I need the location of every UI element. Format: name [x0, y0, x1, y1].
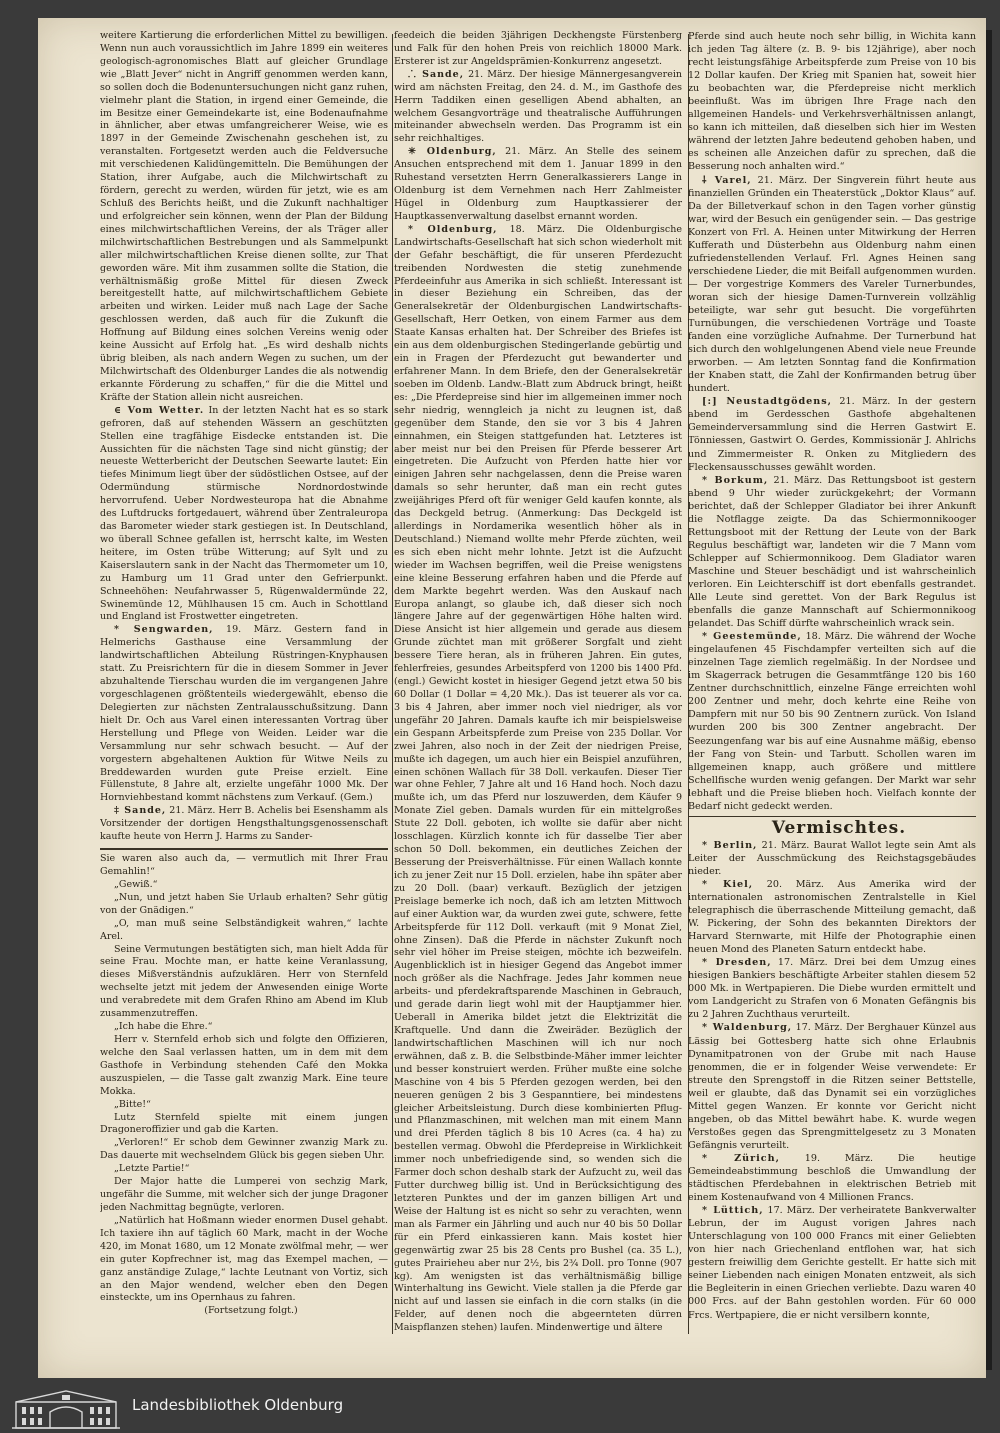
article-heading: * Waldenburg, — [702, 1022, 793, 1034]
article-text: 21. März. Baurat Wallot legte sein Amt als Leiter der Ausschmückung des Reichstagsgebäudes nieder. — [688, 839, 976, 877]
column-3 — [688, 30, 976, 1340]
article-luettich — [688, 1204, 976, 1321]
feuilleton-paragraph: „Natürlich hat Hoßmann wieder enormen Dusel gehabt. Ich taxiere ihn auf täglich 60 Mark, macht in der Woche 420, im Monat 1680, um 12 Monate zwölfmal mehr, — wer ein guter Kopfrechner ist, mag das Exempel machen, — ganz anständige Zulage,“ lachte Leutnant von Vortiz, sich an den Major wendend, welcher eben den Degen einsteckte, um ins Opernhaus zu fahren. — [100, 1214, 388, 1304]
article-waldenburg — [688, 1021, 976, 1151]
article-borkum — [688, 474, 976, 631]
article-heading: * Zürich, — [702, 1152, 780, 1164]
article-text: 19. März. Gestern fand in Helmerichs Gasthause eine Versammlung der landwirtschaftlichen Abteilung Rüstringen-Knyphausen statt. Zu Preisrichtern für die in diesem Sommer in Jever abzuhaltende Tierschau wurden die im vergangenen Jahre vorgeschlagenen größtenteils wiedergewählt, ebenso die Delegierten zur nächsten Zentralausschußsitzung. Dann hielt Dr. Och aus Varel einen interessanten Vortrag über Herstellung und Pflege von Weiden. Leider war die Versammlung nur sehr schwach besucht. — Auf der vorgestern abgehaltenen Auktion für Witwe Neils zu Breddewarden wurden gute Preise erzielt. Eine Füllenstute, 8 Jahre alt, erzielte ungefähr 1000 Mk. Der Hornviehbestand kommt nächstens zum Verkauf. (Gem.) — [100, 624, 388, 804]
feuilleton-paragraph: „Nun, und jetzt haben Sie Urlaub erhalten? Sehr gütig von der Gnädigen.“ — [100, 891, 388, 916]
article-heading: * Geestemünde, — [702, 631, 802, 643]
article-berlin — [688, 839, 976, 878]
article-heading: * Oldenburg, — [408, 223, 498, 235]
article-text: 21. März. Das Rettungsboot ist gestern abend 9 Uhr wieder zurückgekehrt; der Vormann berichtet, daß der Schlepper Gladiator bei ihrer Ankunft die Notflagge zeigte. Da das Schiermonnikooger Rettungsboot mit der Rettung der Leute von der Bark Regulus beschäftigt war, landeten wir die 7 Mann vom Schlepper auf Schiermonnikoog. Dem Gladiator waren Maschine und Steuer beschädigt und ist wahrscheinlich verloren. Ein Leichterschiff ist dort ebenfalls gestrandet. Alle Leute sind gerettet. Von der Bark Regulus ist ebenfalls die ganze Mannschaft auf Schiermonnikoog gelandet. Das Schiff dürfte wahrscheinlich wrack sein. — [688, 474, 976, 630]
feuilleton-paragraph: „Ich habe die Ehre.“ — [114, 1021, 213, 1033]
article-heading: ⸫ Sande, — [408, 68, 465, 80]
article-heading: * Borkum, — [702, 474, 769, 486]
article-zuerich — [688, 1152, 976, 1204]
feuilleton-paragraph: „Letzte Partie!“ — [114, 1163, 190, 1175]
column-1 — [100, 30, 388, 1340]
article-heading: ∈ Vom Wetter. — [114, 404, 205, 416]
article-text: 18. März. Die Oldenburgische Landwirtschafts-Gesellschaft hat sich schon wiederholt mit der Gefahr beschäftigt, die für unseren Pferdezucht treibenden Nordwesten die stetig zunehmende Pferdeeinfuhr aus Amerika in sich schließt. Interessant ist in dieser Beziehung ein Schreiben, das der Generalsekretär der Oldenburgischen Landwirtschafts-Gesellschaft, Herr Oetken, von einem Farmer aus dem Staate Kansas erhalten hat. Der Schreiber des Briefes ist ein aus dem oldenburgischen Stedingerlande gebürtig und ein in Fragen der Pferdezucht gut bewanderter und erfahrener Mann. In dem Briefe, den der Generalsekretär soeben im Oldenb. Landw.-Blatt zum Abdruck bringt, heißt es: „Die Pferdepreise sind hier im allgemeinen immer noch sehr niedrig, wenngleich ja nicht zu leugnen ist, daß gegenüber dem Stande, den sie vor 3 bis 4 Jahren einnahmen, ein Steigen stattgefunden hat. Letzteres ist aber meist nur bei den Preisen für Pferde besserer Art eingetreten. Die Aufzucht von Pferden hatte hier vor einigen Jahren sehr nachgelassen, denn die Preise waren damals so sehr herunter, daß man ein recht gutes zweijähriges Pferd oft für weniger Geld kaufen konnte, als das Deckgeld betrug. (Anmerkung: Das Deckgeld ist allerdings in Nordamerika wesentlich höher als in Deutschland.) Niemand wollte mehr Pferde züchten, weil es sich eben nicht mehr lohnte. Jetzt ist die Aufzucht wieder im Wachsen begriffen, weil die Preise wenigstens eine kleine Besserung erfahren haben und die Pferde auf dem Markte begehrt werden. Was den Auskauf nach Europa anlangt, so glaube ich, daß dieser sich noch längere Jahre auf der gegenwärtigen Höhe halten wird. Diese Ansicht ist hier allgemein und gerade aus diesem Grunde züchtet man mit größerer Sorgfalt und zieht bessere Tiere heran, als in früheren Jahren. Ein gutes, fehlerfreies, gesundes Arbeitspferd von 1200 bis 1400 Pfd. (engl.) Gewicht kostet in hiesiger Gegend jetzt etwa 50 bis 60 Dollar (1 Dollar = 4,20 Mk.). Das ist teuerer als vor ca. 3 bis 4 Jahren, aber immer noch viel niedriger, als vor ungefähr 20 Jahren. Damals kaufte ich mir beispielsweise ein Gespann Arbeitspferde zum Preise von 235 Dollar. Vor zwei Jahren, also noch in der Zeit der niedrigen Preise, mußte ich dagegen, um auch hier ein Beispiel anzuführen, einen schönen Wallach für 38 Doll. verkaufen. Dieser Tier war ohne Fehler, 7 Jahre alt und 16 Hand hoch. Noch dazu mußte ich, um das Pferd nur loszuwerden, dem Käufer 9 Monate Ziel geben. Damals wurden für ein mittelgroßes Stute 22 Doll. geboten, ich wollte sie dafür aber nicht losschlagen. Kürzlich konnte ich für dasselbe Tier aber schon 50 Doll. bekommen, ein deutliches Zeichen der Besserung der Preisverhältnisse. Für einen Wallach konnte ich zu jener Zeit nur 15 Doll. erzielen, habe ihn später aber zu 20 Doll. (baar) verkauft. Bezüglich der jetzigen Preislage bemerke ich noch, daß ich am letzten Mittwoch auf einer Auktion war, da wurden zwei gute, schwere, fette Arbeitspferde für 112 Doll. verkauft (mit 9 Monat Ziel, ohne Zinsen). Daß die Pferde in nächster Zukunft noch sehr viel höher im Preise steigen, möchte ich bezweifeln. Augenblicklich ist in hiesiger Gegend das Angebot immer noch größer als die Nachfrage. Jedes Jahr kommen neue arbeits- und pferdekraftsparende Maschinen in Gebrauch, und gerade darin liegt wohl mit der Hauptjammer hier. Ueberall in Amerika bildet jetzt die Elektrizität die Kraftquelle. Und dann die Zweiräder. Bezüglich der landwirtschaftlichen Maschinen will ich nur noch erwähnen, daß z. B. die Selbstbinde-Mäher immer leichter und besser konstruiert werden. Früher mußte eine solche Maschine von 4 bis 5 Pferden gezogen werden, bei den neueren genügen 2 bis 3 Gespanntiere, bei mindestens gleicher Arbeitsleistung. Durch diese kombinierten Pflug- und Pflanzmaschinen, mit welchen man mit einem Mann und drei Pferden täglich 8 bis 10 Acres (ca. 4 ha) zu bestellen vermag. Obwohl die Pferdepreise in Wirklichkeit immer noch unbefriedigende sind, so wenden sich die Farmer doch schon deshalb stark der Aufzucht zu, weil das Futter durchweg billig ist. Und in Berücksichtigung des letzteren Punktes und der im ganzen billigen Art und Weise der Haltung ist es nicht so sehr zu verachten, wenn man als Farmer ein Jährling und auch nur 40 bis 50 Dollar für ein Pferd einkassieren kann. Mais kostet hier gegenwärtig zwar 25 bis 28 Cents pro Bushel (ca. 35 L.), gutes Prairieheu aber nur 2½, bis 2¾ Doll. pro Tonne (907 kg). Am wenigsten ist das verhältnismäßig billige Winterhaltung ins Gewicht. Viele stallen ja die Pferde gar nicht auf und lassen sie einfach in die corn stalks (in die Felder, auf denen noch die abgeernteten dürren Maispflanzen stehen) laufen. Mindenwertige und ältere — [394, 223, 682, 1334]
article-text: 21. März. Der Singverein führt heute aus finanziellen Gründen ein Theaterstück „Doktor Klaus“ auf. Da der Billetverkauf schon in den Tagen vorher günstig war, wird der Besuch ein genügender sein. — Das gestrige Konzert von Frl. A. Heinen unter Mitwirkung der Herren Kufferath und Düsterbehn aus Oldenburg nahm einen zufriedenstellenden Verlauf. Frl. Agnes Heinen sang verschiedene Lieder, die mit Beifall aufgenommen wurden. — Der vorgestrige Kommers des Vareler Turnerbundes, woran sich der hiesige Damen-Turnverein vollzählig beteiligte, war sehr gut besucht. Die vorgeführten Turnübungen, die verschiedenen Vorträge und Toaste fanden eine vorzügliche Aufnahme. Der Turnerbund hat sich durch den wohlgelungenen Abend viele neue Freunde erworben. — Am letzten Sonntag fand die Konfirmation der Knaben statt, die Zahl der Konfirmanden betrug über hundert. — [688, 174, 976, 395]
article-oldenburg — [394, 146, 682, 224]
article-heading: ⸸ Varel, — [702, 174, 752, 186]
continuation-note: (Fortsetzung folgt.) — [204, 1305, 298, 1317]
library-building-logo-icon — [10, 1388, 122, 1430]
article-dresden — [688, 956, 976, 1021]
section-title: Vermischtes. — [771, 817, 907, 838]
feuilleton-paragraph: „O, man muß seine Selbständigkeit wahren,“ lachte Arel. — [100, 917, 388, 942]
article-text: feedeich die beiden 3jährigen Deckhengste Fürstenberg und Falk für den hohen Preis von reichlich 18000 Mark. Ersterer ist zur Angeldsprämien-Konkurrenz angesetzt. — [394, 30, 682, 67]
article-heading: * Lüttich, — [702, 1205, 764, 1217]
article-oldenburg — [394, 224, 682, 1335]
article-heading: [:] Neustadtgödens, — [702, 396, 832, 408]
column-divider — [392, 34, 393, 1334]
article-heading: * Dresden, — [702, 957, 772, 969]
article-geestemuende — [688, 630, 976, 813]
article-text: 17. März. Der Berghauer Künzel aus Lässig bei Gottesberg hatte sich ohne Erlaubnis Dynamitpatronen von der Grube mit nach Hause genommen, die er in folgender Weise verwendete: Er streute den Sprengstoff in die Ritzen seiner Bettstelle, weil er glaubte, daß das Dynamit sei ein vorzügliches Mittel gegen Wanzen. Er konnte vor Gericht nicht angeben, ob das Mittel bewährt habe. K. wurde wegen Verstoßes gegen das Sprengmittelgesetz zu 3 Monaten Gefängnis verurteilt. — [688, 1022, 976, 1151]
article-heading: ‡ Sande, — [114, 805, 167, 817]
article-text: weitere Kartierung die erforderlichen Mittel zu bewilligen. Wenn nun auch voraussichtlich im Jahre 1899 ein weiteres geologisch-agronomisches Blatt auf gleicher Grundlage wie „Blatt Jever“ nicht in Angriff genommen werden kann, so sollen doch die Bodenuntersuchungen nicht ganz ruhen, vielmehr plant die Station, in irgend einer Gemeinde, die im Besitze einer Gemeindekarte ist, eine Bodenaufnahme in ähnlicher, aber etwas umfangreicherer Weise, wie es 1897 in der Gemeinde Zwischenahn geschehen ist, zu veranstalten. Fortgesetzt werden auch die Feldversuche mit verschiedenen Kalidüngemitteln. Die Bemühungen der Station, ihrer Aufgabe, auch die Milchwirtschaft zu fördern, gerecht zu werden, würden für jetzt, wie es am Schluß des Berichts heißt, und die Zukunft nachhaltiger und erfolgreicher sein können, wenn der Plan der Bildung eines milchwirtschaftlichen Vereins, der als Träger aller milchwirtschaftlichen Bestrebungen und als Sammelpunkt aller milchwirtschaftlichen Kreise dienen sollte, zur That geworden wäre. Mit ihm zusammen sollte die Station, die verhältnismäßig große Mittel für diesen Zweck bereitgestellt hatte, auf milchwirtschaftlichem Gebiete arbeiten und wirken. Leider muß nach Lage der Sache geschlossen werden, daß auch für die Zukunft die Hoffnung auf Bildung eines solchen Vereins wenig oder keine Aussicht auf Erfolg hat. „Es wird deshalb nichts übrig bleiben, als nach andern Wegen zu suchen, um der Milchwirtschaft des Oldenburger Landes die als notwendig erkannte Förderung zu schaffen,“ für die die Mittel und Kräfte der Station allein nicht ausreichen. — [100, 30, 388, 403]
article-sande — [394, 69, 682, 147]
page-edge-shadow — [986, 30, 992, 1370]
article-varel — [688, 174, 976, 396]
article-text: 17. März. Der verheiratete Bankverwalter Lebrun, der im August vorigen Jahres nach Unterschlagung von 100 000 Francs mit einer Geliebten von hier nach Griechenland entflohen war, hat sich gestern freiwillig dem Gerichte gestellt. Er hatte sich mit seiner Liebenden nach einigen Monaten entzweit, als sich die Begleiterin in einen Griechen verliebte. Dazu waren 40 000 Frcs. auf der Bahn gestohlen worden. Für 60 000 Frcs. Wertpapiere, die er nicht versilbern konnte, — [688, 1205, 976, 1321]
feuilleton-paragraph: Seine Vermutungen bestätigten sich, man hielt Adda für seine Frau. Mochte man, er hatte keine Veranlassung, dieses Mißverständnis aufzuklären. Herr von Sternfeld wechselte jetzt mit jedem der Anwesenden einige Worte und verabredete mit dem Grafen Rhino am Abend im Klub zusammenzutreffen. — [100, 943, 388, 1020]
feuilleton-paragraph: Sie waren also auch da, — vermutlich mit Ihrer Frau Gemahlin!“ — [100, 853, 388, 877]
article-neustadtgoedens — [688, 395, 976, 473]
article-text: Pferde sind auch heute noch sehr billig, in Wichita kann ich jeden Tag ältere (z. B. 9- bis 12jährige), aber noch recht leistungsfähige Arbeitspferde zum Preise von 10 bis 12 Dollar kaufen. Der Krieg mit Spanien hat, soweit hier zu beobachten war, die Pferdepreise nicht merklich beeinflußt. Was im übrigen Ihre Frage nach den allgemeinen Handels- und Verkehrsverhältnissen anlangt, so kann ich mitteilen, daß dieselben sich hier im Westen während der letzten Jahre bedeutend gehoben haben, und es scheinen alle Anzeichen dafür zu sprechen, daß die Besserung noch anhalten wird.“ — [688, 31, 976, 173]
feuilleton-paragraph: „Gewiß.“ — [114, 878, 158, 890]
article-text: In der letzten Nacht hat es so stark gefroren, daß auf stehenden Wässern an geschützten Stellen eine tragfähige Eisdecke entstanden ist. Die Aussichten für die nächsten Tage sind nicht günstig; der neueste Wetterbericht der Deutschen Seewarte lautet: Ein tiefes Minimum liegt über der südöstlichen Ostsee, auf der Odermündung stürmische Nordnordostwinde hervorrufend. Ueber Nordwesteuropa hat die Abnahme des Luftdrucks fortgedauert, während über Zentraleuropa das Barometer wieder stark gestiegen ist. In Deutschland, wo überall Schnee gefallen ist, herrscht kalte, im Westen heitere, im Osten trübe Witterung; auf Sylt und zu Kaiserslautern sank in der Nacht das Thermometer um 10, zu Hamburg um 11 Grad unter den Gefrierpunkt. Schneehöhen: Neufahrwasser 5, Rügenwaldermünde 22, Swinemünde 12, Mühlhausen 15 cm. Auch in Schottland und England ist Frostwetter eingetreten. — [100, 404, 388, 623]
article-heading: * Sengwarden, — [114, 624, 214, 636]
article-text: 18. März. Die während der Woche eingelaufenen 45 Fischdampfer verteilten sich auf die einzelnen Tage ziemlich regelmäßig. In der Nordsee und im Skagerrack betrugen die Gesammtfänge 120 bis 160 Zentner durchschnittlich, einzelne Fänge erreichten wohl 200 Zentner und mehr, doch kehrte eine Reihe von Dampfern mit nur 50 bis 90 Zentnern zurück. Von Island wurden 200 bis 300 Zentner angebracht. Der Seezungenfang war bis auf eine Ausnahme mäßig, ebenso der Fang von Stein- und Tarbutt. Schollen waren im allgemeinen knapp, auch größere und mittlere Schellfische wurden wenig gefangen. Der Markt war sehr lebhaft und die Preise blieben hoch. Vielfach konnte der Bedarf nicht gedeckt werden. — [688, 631, 976, 812]
feuilleton-paragraph: „Verloren!“ Er schob dem Gewinner zwanzig Mark zu. Das dauerte mit wechselndem Glück bis gegen sieben Uhr. — [100, 1137, 388, 1162]
feuilleton-paragraph: „Bitte!“ — [114, 1098, 151, 1110]
footer-bar — [0, 1380, 1000, 1433]
article-text: 19. März. Die heutige Gemeindeabstimmung beschloß die Umwandlung der städtischen Pferdebahnen in elektrischen Betrieb mit einem Kostenaufwand von 4 Millionen Francs. — [688, 1152, 976, 1204]
article-text: 20. März. Aus Amerika wird der internationalen astronomischen Zentralstelle in Kiel telegraphisch die überraschende Mitteilung gemacht, daß W. Pickering, der Sohn des bekannten Direktors der Harvard Sternwarte, mit Hilfe der Photographie einen neuen Mond des Planeten Saturn entdeckt habe. — [688, 878, 976, 956]
article-heading: * Berlin, — [702, 839, 758, 851]
article-heading: * Kiel, — [702, 878, 754, 890]
article-text: 21. März. Herr B. Achelis bei Esenshamm als Vorsitzender der dortigen Hengsthaltungsgenossenschaft kaufte heute von Herrn J. Harms zu Sander- — [100, 805, 388, 843]
column-2 — [394, 30, 682, 1340]
article-kiel — [688, 878, 976, 956]
feuilleton-paragraph: Der Major hatte die Lumperei von sechzig Mark, ungefähr die Summe, mit welcher sich der junge Dragoner jeden Nachmittag begnügte, verloren. — [100, 1176, 388, 1213]
article-text: 17. März. Drei bei dem Umzug eines hiesigen Bankiers beschäftigte Arbeiter stahlen diesem 52 000 Mk. in Wertpapieren. Die Diebe wurden ermittelt und vom Landgericht zu Strafen von 6 Monaten Gefängnis bis zu 2 Jahren Zuchthaus verurteilt. — [688, 957, 976, 1021]
feuilleton — [100, 853, 388, 1305]
article-wetter — [100, 405, 388, 625]
article-sengwarden — [100, 624, 388, 805]
article-text: 21. März. Der hiesige Männergesangverein wird am nächsten Freitag, den 24. d. M., im Gasthofe des Herrn Taddiken einen geselligen Abend abhalten, an welchem Gesangvorträge und theatralische Aufführungen miteinander abwechseln werden. Das Programm ist ein sehr reichhaltiges. — [394, 68, 682, 145]
library-name: Landesbibliothek Oldenburg — [132, 1396, 344, 1414]
article-text: 21. März. In der gestern abend im Gerdesschen Gasthofe abgehaltenen Gemeinderversammlung sind die Herren Gastwirt E. Tönniessen, Gastwirt O. Gerdes, Kommissionär J. Ahlrichs und Zimmermeister R. Onken zu Mitgliedern des Fleckensausschusses gewählt worden. — [688, 396, 976, 473]
feuilleton-paragraph: Lutz Sternfeld spielte mit einem jungen Dragoneroffizier und gab die Karten. — [100, 1111, 388, 1136]
article-sande — [100, 805, 388, 844]
article-heading: ✳ Oldenburg, — [408, 146, 497, 158]
article-text: 21. März. An Stelle des seinem Ansuchen entsprechend mit dem 1. Januar 1899 in den Ruhestand versetzten Herrn Generalkassierers Lange in Oldenburg ist dem Vernehmen nach Herr Zahlmeister Hügel in Oldenburg zum Hauptkassierer der Hauptkassenverwaltung daselbst ernannt worden. — [394, 146, 682, 222]
feuilleton-paragraph: Herr v. Sternfeld erhob sich und folgte den Offizieren, welche den Saal verlassen hatten, um in dem mit dem Gasthofe in Verbindung stehenden Café den Mokka auszuspielen, — die Tasse galt zwanzig Mark. Eine teure Mokka. — [100, 1033, 388, 1097]
feuilleton-rule — [100, 844, 388, 850]
